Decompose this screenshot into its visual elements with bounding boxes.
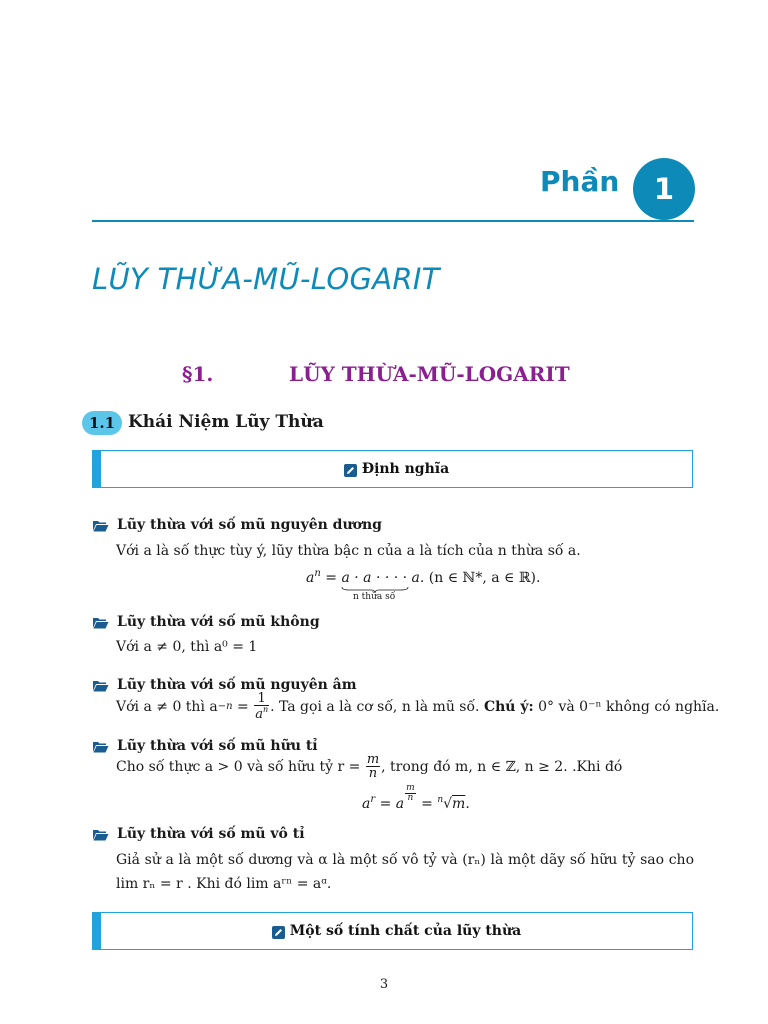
item-text-irrational: Giả sử a là một số dương và α là một số vô tỷ và (rₙ) là một dãy số hữu tỷ sao cho lim rₙ = r . Khi đó lim aʳⁿ = aᵅ.	[116, 852, 694, 892]
item-text-positive-integer: Với a là số thực tùy ý, lũy thừa bậc n của a là tích của n thừa số a.	[116, 543, 581, 559]
item-heading-positive-integer: Lũy thừa với số mũ nguyên dương	[92, 517, 382, 533]
subsection-number-badge: 1.1	[82, 411, 122, 435]
pencil-icon	[272, 926, 285, 939]
item-text-rational: Cho số thực a > 0 và số hữu tỷ r = $\frac{m}{n}$ , trong đó m, n ∈ ℤ, n ≥ 2. .Khi đó	[116, 752, 623, 781]
folder-open-icon	[92, 740, 109, 753]
folder-open-icon	[92, 679, 109, 692]
item-heading-negative-integer: Lũy thừa với số mũ nguyên âm	[92, 677, 357, 693]
folder-open-icon	[92, 828, 109, 841]
subsection-title: Khái Niệm Lũy Thừa	[128, 412, 324, 432]
folder-open-icon	[92, 519, 109, 532]
part-number-badge: 1	[633, 158, 695, 220]
formula-positive-integer: $a^n = a \cdot a$ · · · · a . (n ∈ ℕ*, a ∈ ℝ).	[306, 568, 540, 586]
fraction-1-over-an: $\frac{1}{a^n}$	[255, 691, 269, 722]
item-text-negative-integer: Với a ≠ 0 thì a −n = $\frac{1}{a^n}$ . Ta gọi a là cơ số, n là mũ số. Chú ý: 0° và 0⁻ⁿ không có nghĩa.	[116, 691, 720, 722]
item-heading-irrational: Lũy thừa với số mũ vô tỉ	[92, 826, 305, 842]
page-number: 3	[379, 977, 389, 992]
formula-rational: $a^r = a$ $\frac{m}{n}$ = $^n$√m.	[362, 783, 470, 812]
section-title: LŨY THỪA-MŨ-LOGARIT	[289, 362, 570, 386]
fraction-m-over-n: $\frac{m}{n}$	[366, 752, 380, 781]
definition-box-title: Định nghĩa	[361, 461, 450, 477]
folder-open-icon	[92, 616, 109, 629]
part-label: Phần	[540, 165, 620, 198]
item-heading-zero: Lũy thừa với số mũ không	[92, 614, 320, 630]
item-heading-rational: Lũy thừa với số mũ hữu tỉ	[92, 738, 318, 754]
underbrace-label: n thừa số	[353, 592, 396, 602]
item-text-zero: Với a ≠ 0, thì a⁰ = 1	[116, 639, 258, 655]
section-number: §1.	[182, 362, 214, 386]
part-divider	[92, 220, 694, 222]
properties-box-title: Một số tính chất của lũy thừa	[289, 923, 522, 939]
definition-box	[92, 450, 693, 488]
properties-box	[92, 912, 693, 950]
pencil-icon	[344, 464, 357, 477]
chapter-title: LŨY THỪA-MŨ-LOGARIT	[92, 262, 440, 296]
